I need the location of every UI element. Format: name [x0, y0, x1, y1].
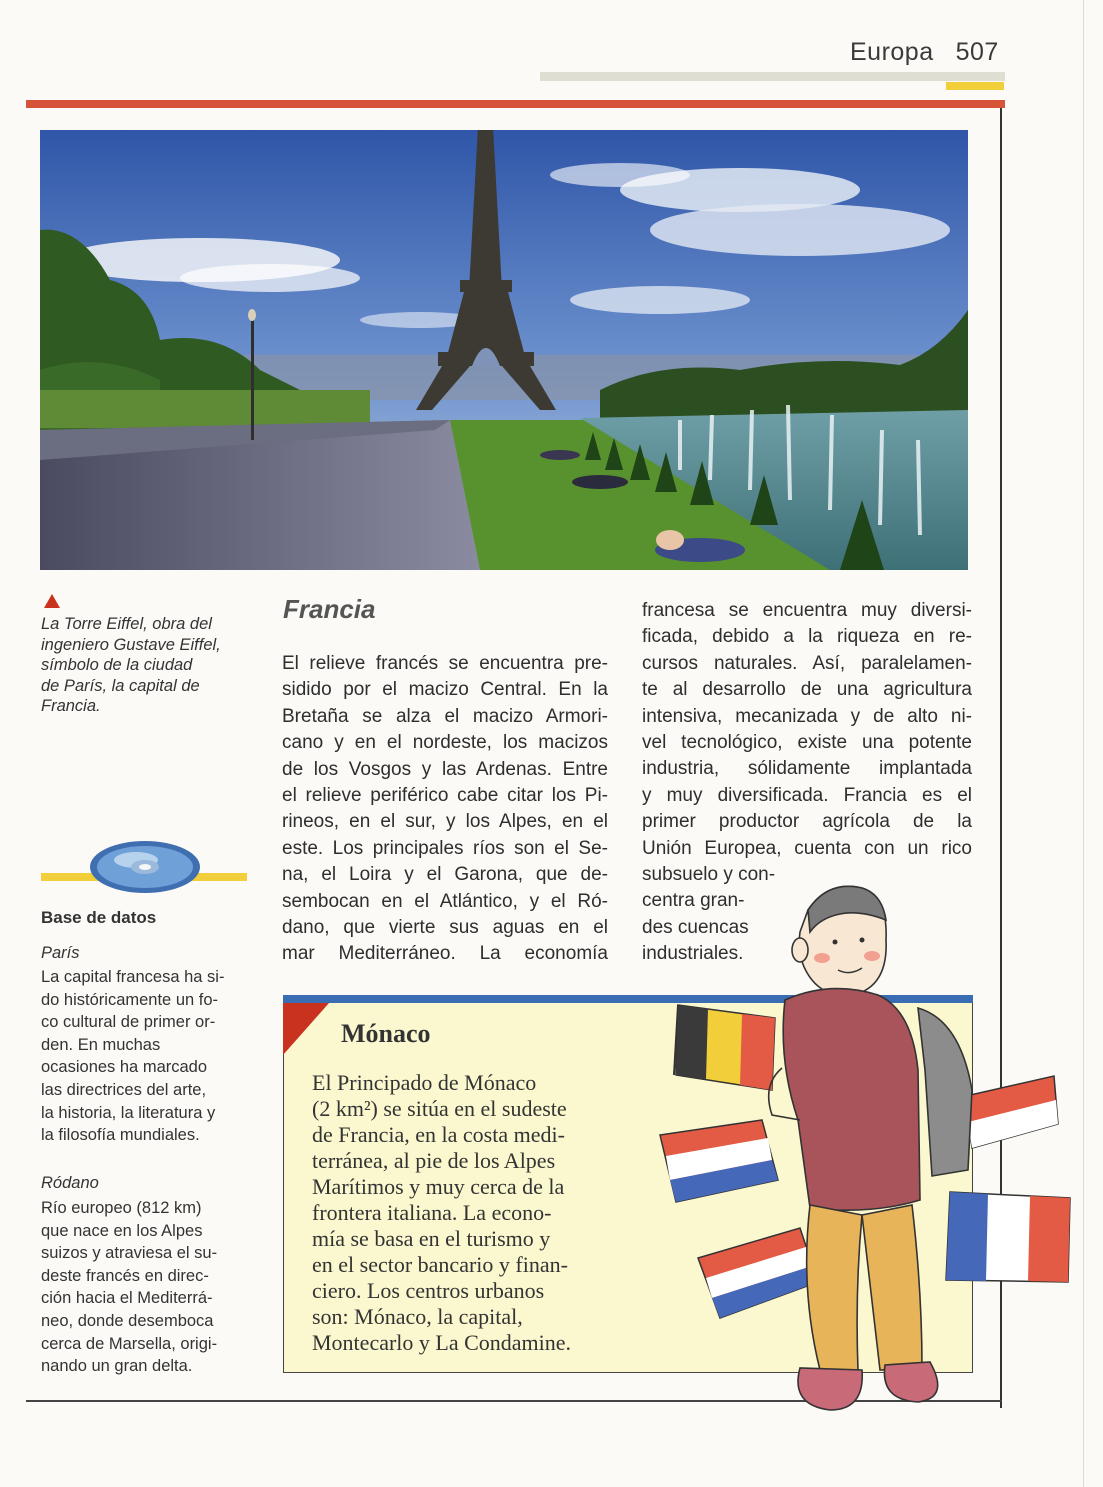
- entry-line: co cultural de primer or-: [41, 1013, 216, 1032]
- text-line: Marítimos y muy cerca de la: [312, 1174, 565, 1199]
- text-line: son: Mónaco, la capital,: [312, 1304, 523, 1329]
- article-title: Francia: [283, 594, 376, 624]
- text-line: el relieve periférico cabe citar los Pi-: [282, 785, 608, 807]
- entry-line: La capital francesa ha si-: [41, 968, 225, 986]
- caption-line: ingeniero Gustave Eiffel,: [41, 635, 221, 654]
- text-line: cursos naturales. Así, paralelamen-: [642, 652, 972, 674]
- database-term-paris: París: [41, 944, 80, 962]
- header-gray-bar: [540, 72, 1005, 81]
- entry-line: la filosofía mundiales.: [41, 1126, 200, 1145]
- monaco-corner-triangle: [283, 1003, 329, 1055]
- entry-line: deste francés en direc-: [41, 1266, 209, 1285]
- database-term-rodano: Ródano: [41, 1174, 99, 1192]
- text-line: des cuencas: [642, 916, 749, 938]
- text-line: rineos, en el sur, y los Alpes, en el: [282, 811, 608, 833]
- text-line: en el sector bancario y finan-: [312, 1252, 568, 1277]
- text-line: sembocan en el Atlántico, y el Ró-: [282, 890, 608, 912]
- page-number: 507: [955, 38, 999, 66]
- text-line: vel tecnológico, existe una potente: [642, 732, 972, 754]
- text-line: de Francia, en la costa medi-: [312, 1122, 565, 1147]
- running-header: [850, 38, 999, 67]
- entry-line: neo, donde desemboca: [41, 1311, 214, 1330]
- entry-line: suizos y atraviesa el su-: [41, 1244, 218, 1263]
- text-line: Unión Europea, cuenta con un rico: [642, 837, 972, 859]
- cd-rom-icon: [88, 840, 202, 894]
- text-line: francesa se encuentra muy diversi-: [642, 600, 972, 621]
- boy-with-flags-illustration: [650, 870, 1090, 1450]
- header-red-rule: [26, 100, 1005, 108]
- entry-line: las directrices del arte,: [41, 1080, 207, 1099]
- text-line: mía se basa en el turismo y: [312, 1226, 551, 1251]
- text-line: El Principado de Mónaco: [312, 1070, 537, 1095]
- text-line: centra gran-: [642, 890, 745, 912]
- entry-line: cerca de Marsella, origi-: [41, 1334, 218, 1353]
- text-line: mar Mediterráneo. La economía: [282, 943, 608, 965]
- entry-line: que nace en los Alpes: [41, 1221, 203, 1240]
- text-line: dano, que vierte sus aguas en el: [282, 917, 608, 939]
- belgium-flag-icon: [674, 1005, 775, 1090]
- text-line: subsuelo y con-: [642, 864, 776, 886]
- header-section: Europa: [850, 38, 934, 66]
- database-entry-paris: [41, 966, 251, 1147]
- text-line: industria, sólidamente implantada: [642, 758, 972, 780]
- entry-line: ción hacia el Mediterrá-: [41, 1289, 213, 1308]
- header-yellow-bar: [946, 82, 1004, 90]
- monaco-title: Mónaco: [341, 1019, 431, 1048]
- text-line: este. Los principales ríos son el Se-: [282, 837, 608, 859]
- database-heading: Base de datos: [41, 908, 157, 927]
- entry-line: ocasiones ha marcado: [41, 1058, 208, 1077]
- text-line: frontera italiana. La econo-: [312, 1200, 552, 1225]
- text-line: industriales.: [642, 943, 744, 965]
- text-line: ficada, debido a la riqueza en re-: [642, 626, 972, 648]
- text-line: Bretaña se alza el macizo Armori-: [282, 705, 608, 727]
- text-line: sidido por el macizo Central. En la: [282, 679, 608, 701]
- photo-caption: [41, 614, 256, 717]
- text-line: primer productor agrícola de la: [642, 811, 972, 833]
- monaco-text: [312, 1070, 612, 1356]
- text-line: terránea, al pie de los Alpes: [312, 1148, 556, 1173]
- entry-line: la historia, la literatura y: [41, 1103, 216, 1122]
- text-line: El relieve francés se encuentra pre-: [282, 653, 608, 674]
- text-line: te al desarrollo de una agricultura: [642, 679, 972, 701]
- caption-marker-icon: [44, 594, 60, 608]
- monaco-flag-icon: [966, 1076, 1058, 1148]
- text-line: (2 km²) se sitúa en el sudeste: [312, 1096, 567, 1121]
- text-line: ciero. Los centros urbanos: [312, 1278, 545, 1303]
- text-line: de los Vosgos y las Ardenas. Entre: [282, 758, 608, 780]
- entry-line: do históricamente un fo-: [41, 990, 219, 1009]
- caption-line: de París, la capital de: [41, 676, 200, 695]
- netherlands-flag-icon: [660, 1120, 778, 1202]
- text-line: na, el Loira y el Garona, que de-: [282, 864, 608, 886]
- text-line: intensiva, mecanizada y de alto ni-: [642, 705, 972, 727]
- article-column-1: [282, 651, 608, 968]
- text-line: cano y en el nordeste, los macizos: [282, 732, 608, 754]
- caption-line: La Torre Eiffel, obra del: [41, 615, 212, 633]
- entry-line: Río europeo (812 km): [41, 1199, 202, 1217]
- eiffel-tower-photo: [40, 130, 968, 570]
- entry-line: den. En muchas: [41, 1035, 161, 1054]
- luxembourg-flag-icon: [698, 1228, 818, 1318]
- text-line: y muy diversificada. Francia es el: [642, 784, 972, 806]
- france-flag-icon: [946, 1192, 1070, 1282]
- caption-line: Francia.: [41, 697, 101, 715]
- database-entry-rodano: [41, 1197, 251, 1378]
- caption-line: símbolo de la ciudad: [41, 656, 193, 674]
- text-line: Montecarlo y La Condamine.: [312, 1330, 572, 1355]
- entry-line: nando un gran delta.: [41, 1357, 193, 1376]
